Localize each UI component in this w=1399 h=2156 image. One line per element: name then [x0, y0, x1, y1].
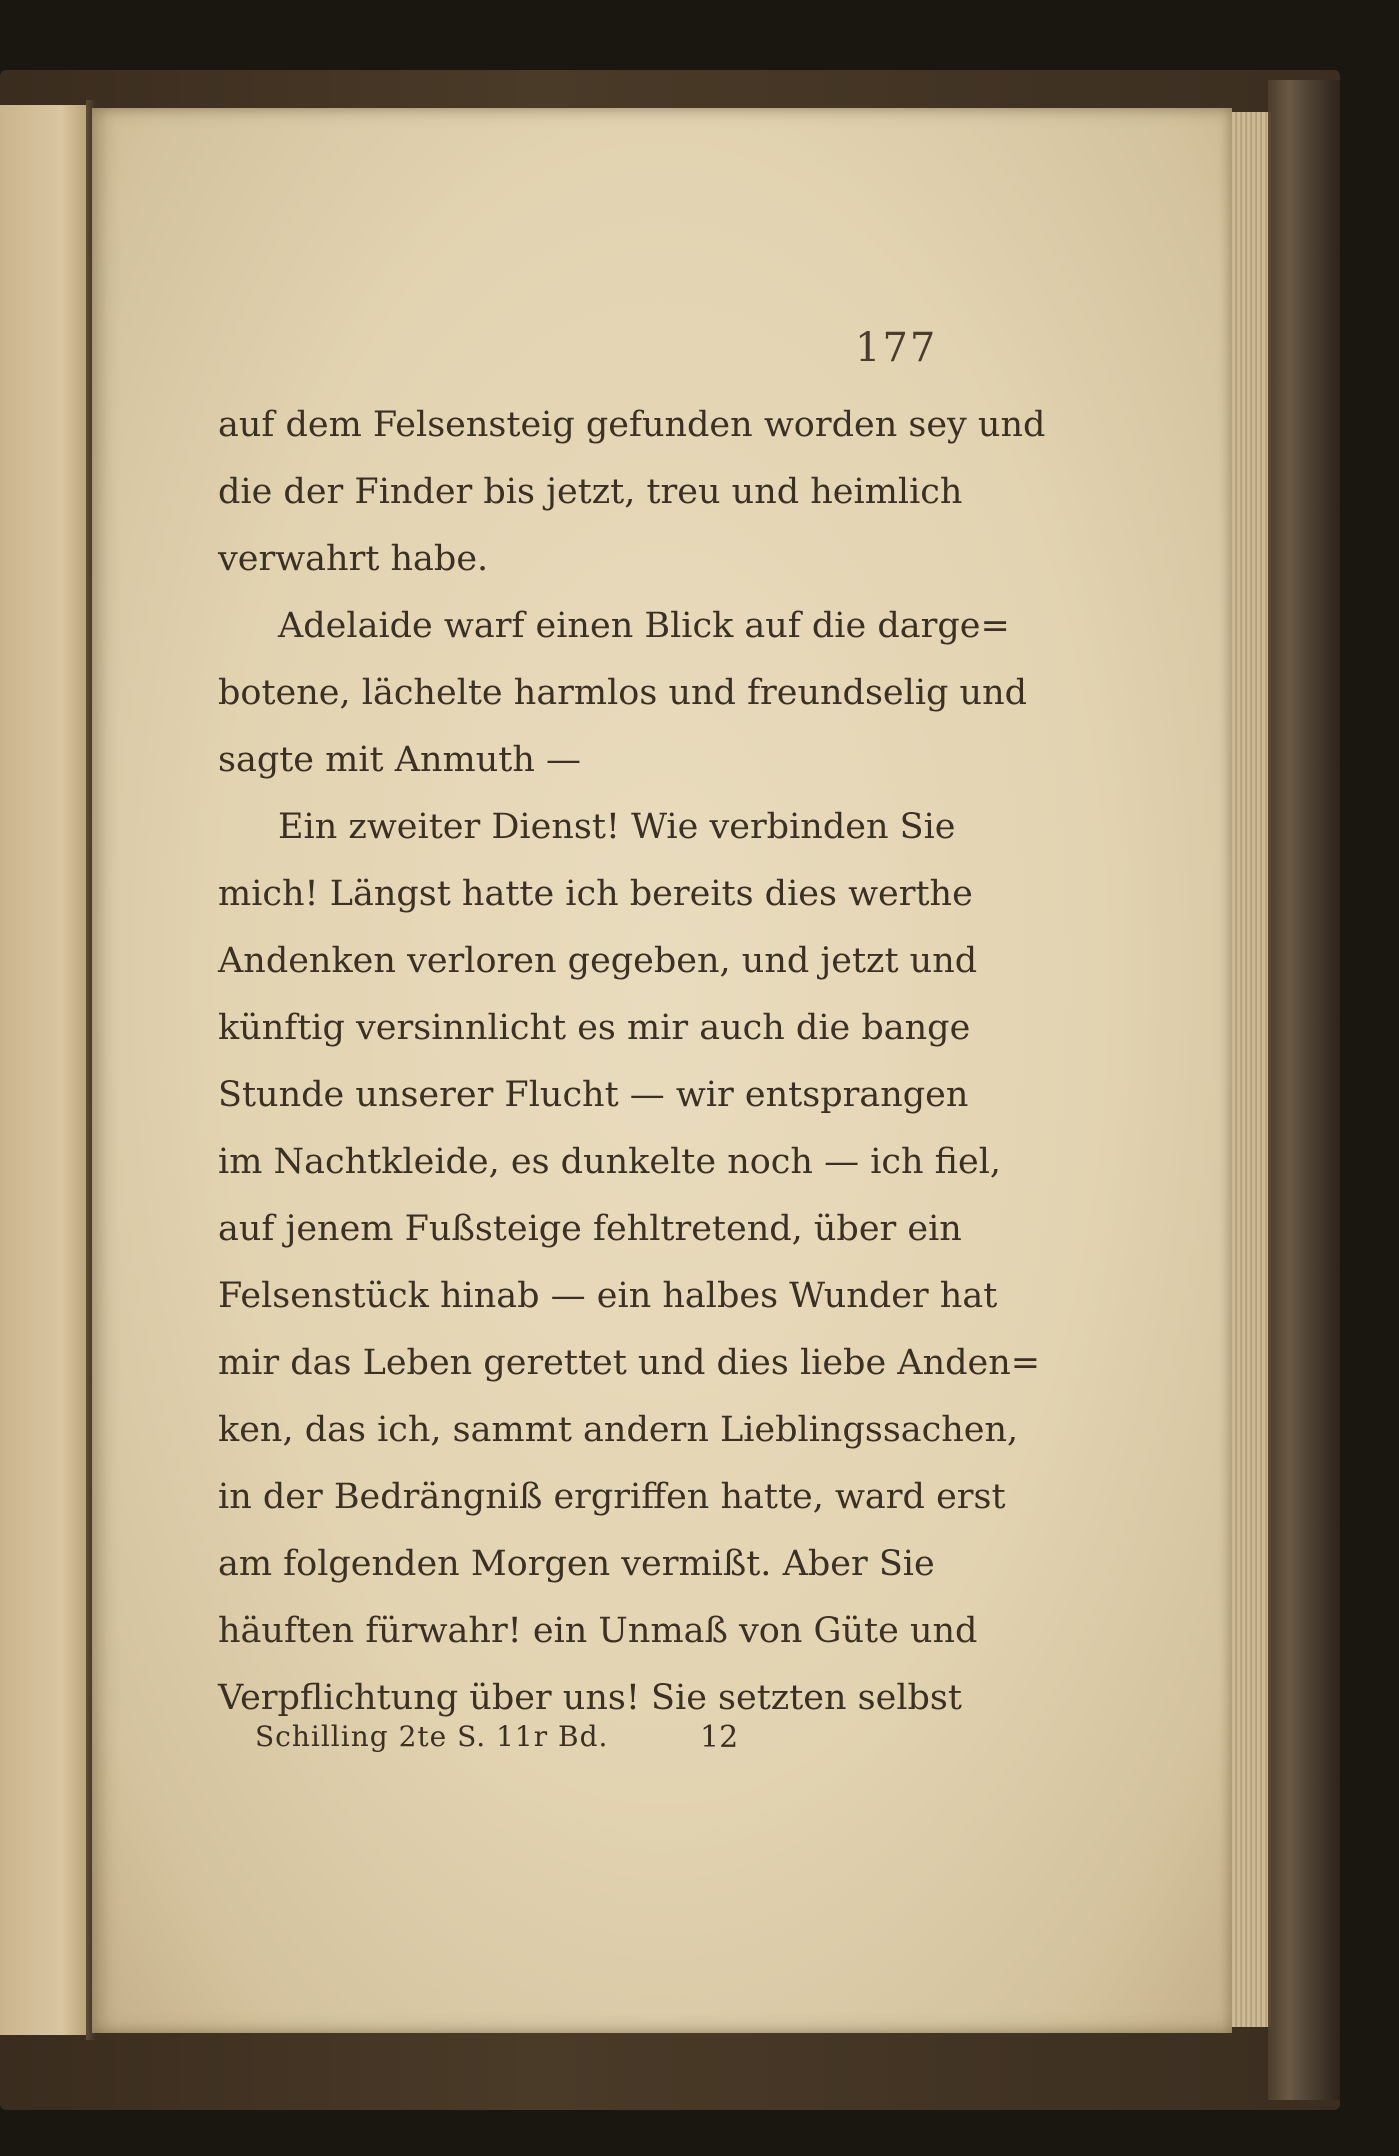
text-line: häuften fürwahr! ein Unmaß von Güte und	[218, 1611, 978, 1651]
text-line: künftig versinnlicht es mir auch die bange	[218, 1008, 971, 1048]
text-line: ken, das ich, sammt andern Lieblingssachen,	[218, 1410, 1019, 1450]
text-line: mir das Leben gerettet und dies liebe Anden=	[218, 1343, 1041, 1383]
text-line: Stunde unserer Flucht — wir entsprangen	[218, 1075, 969, 1115]
text-line: mich! Längst hatte ich bereits dies werthe	[218, 874, 973, 914]
text-line: im Nachtkleide, es dunkelte noch — ich fiel,	[218, 1142, 1002, 1182]
text-line: Ein zweiter Dienst! Wie verbinden Sie	[278, 807, 956, 847]
text-line: Adelaide warf einen Blick auf die darge=	[278, 606, 1010, 646]
page-edges	[1228, 112, 1271, 2027]
book-board-edge	[1268, 80, 1340, 2100]
text-line: Felsenstück hinab — ein halbes Wunder hat	[218, 1276, 998, 1316]
page-number: 177	[855, 325, 938, 371]
printer-signature: Schilling 2te S. 11r Bd.	[255, 1720, 609, 1753]
text-line: am folgenden Morgen vermißt. Aber Sie	[218, 1544, 935, 1584]
text-line: in der Bedrängniß ergriffen hatte, ward erst	[218, 1477, 1006, 1517]
text-line: Verpflichtung über uns! Sie setzten selbst	[218, 1678, 962, 1718]
text-line: auf dem Felsensteig gefunden worden sey und	[218, 405, 1046, 445]
text-line: botene, lächelte harmlos und freundselig und	[218, 673, 1028, 713]
page-text	[218, 392, 1046, 1732]
text-line: verwahrt habe.	[218, 539, 489, 579]
signature-number: 12	[700, 1720, 739, 1755]
text-line: die der Finder bis jetzt, treu und heimlich	[218, 472, 963, 512]
left-page-edge	[0, 105, 90, 2035]
text-line: sagte mit Anmuth —	[218, 740, 581, 780]
text-line: auf jenem Fußsteige fehltretend, über ein	[218, 1209, 962, 1249]
text-line: Andenken verloren gegeben, und jetzt und	[218, 941, 978, 981]
